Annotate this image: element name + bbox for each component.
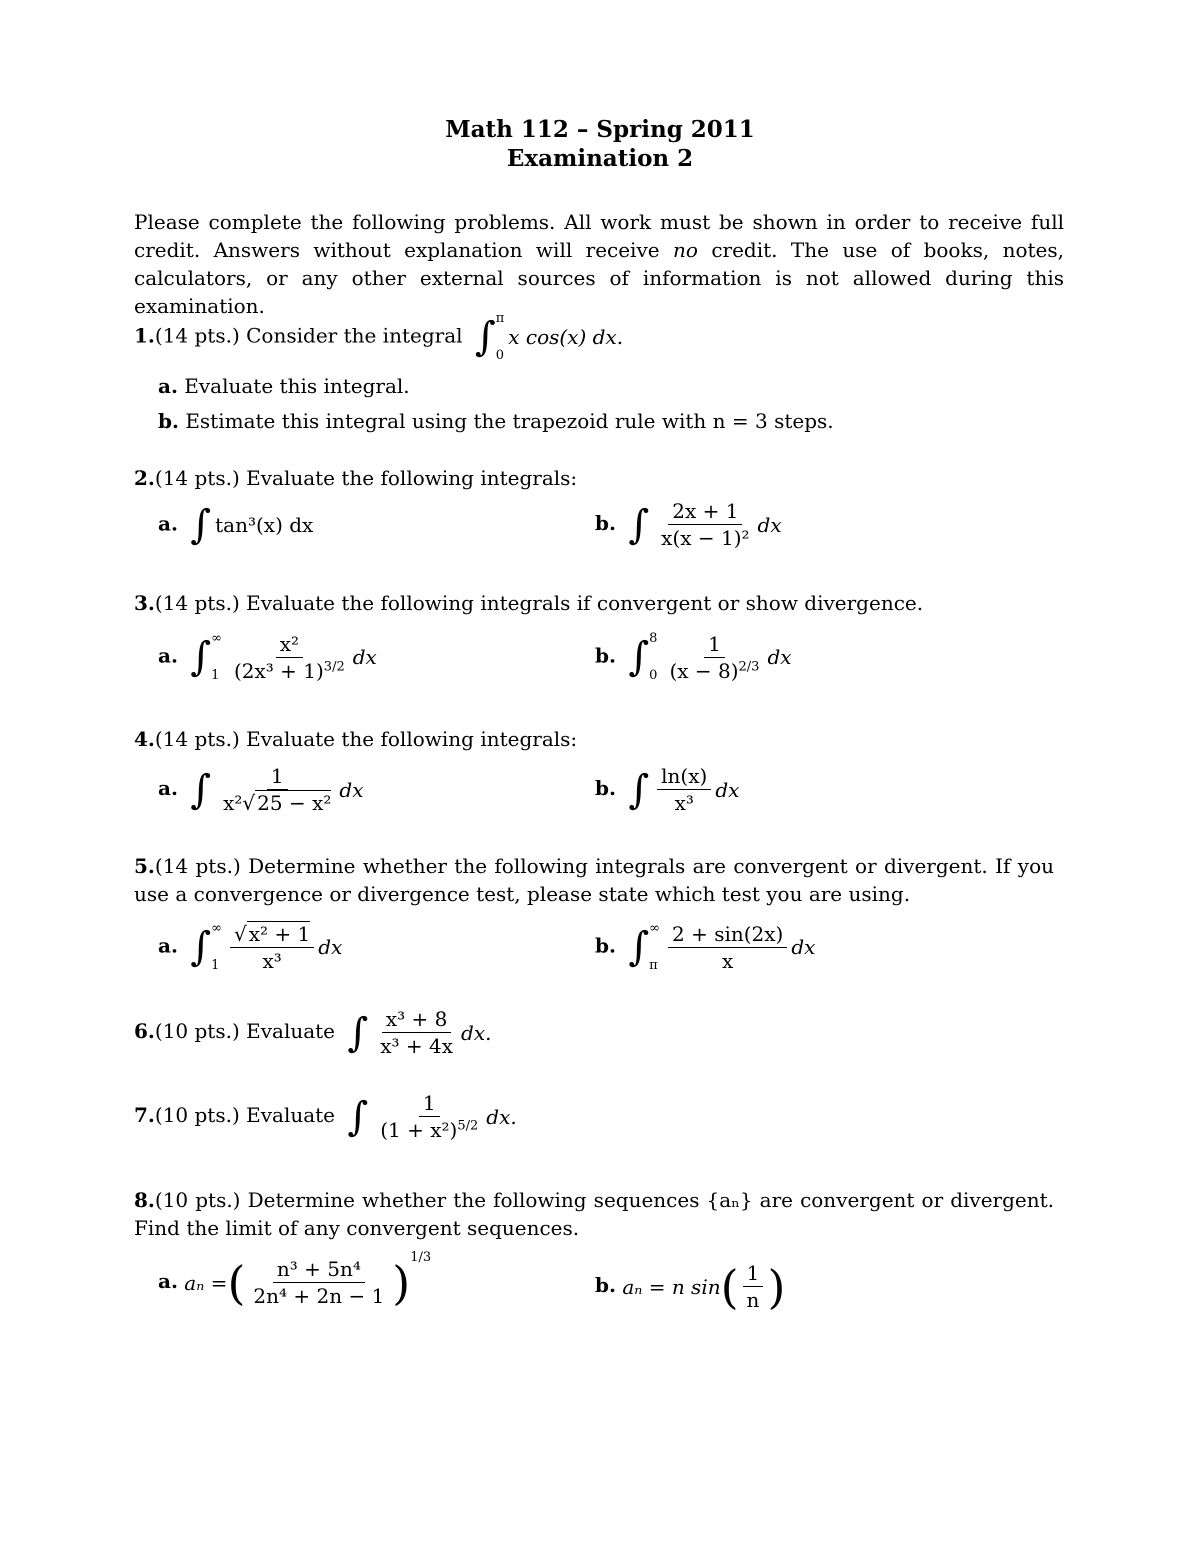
question-5: 5.(14 pts.) Determine whether the following integrals are convergent or divergent. If you use a convergence or divergence test, please state which test you are using.: [134, 854, 1054, 906]
fraction: $\frac{1}{(x - 8)^{2/3}}$: [669, 631, 760, 683]
instructions: Please complete the following problems. All work must be shown in order to receive full credit. Answers without explanation will receive no credit. The use of books, notes, calculators, or any other external sources of information is not allowed during this examination.: [134, 210, 1064, 318]
integral-sign: ∫: [628, 501, 650, 548]
question-4b: b. ∫ $\frac{\ln(x)}{\text{x³}}$ dx: [595, 764, 740, 815]
question-1b: b. Estimate this integral using the trapezoid rule with n = 3 steps.: [158, 409, 834, 433]
exam-title: Math 112 – Spring 2011: [445, 116, 755, 143]
fraction: $\frac{\text{x²}}{(2x^3 + 1)^{3/2}}$: [233, 631, 345, 683]
integral-sign: ∫: [628, 634, 650, 680]
question-7: 7.(10 pts.) Evaluate ∫ $\frac{1}{(1 + x^2)^{5/2}}$ dx.: [134, 1091, 517, 1142]
fraction: $\frac{1}{(1 + x^2)^{5/2}}$: [380, 1091, 479, 1142]
integral-sign: ∫: [190, 924, 212, 970]
integral-sign: ∫: [190, 634, 212, 680]
question-8a: a. aₙ = ( $\frac{\text{n³ + 5n⁴}}{\text{2n⁴ + 2n − 1}}$ ) 1/3: [158, 1250, 432, 1310]
question-4: 4.(14 pts.) Evaluate the following integrals:: [134, 727, 578, 751]
question-3: 3.(14 pts.) Evaluate the following integrals if convergent or show divergence.: [134, 591, 924, 615]
fraction: $\frac{1}{\text{x²√ 25 − x²}}$: [223, 764, 332, 815]
integral-sign: ∫: [474, 314, 496, 360]
fraction: $\frac{2 + \sin(2x)}{x}$: [668, 923, 787, 972]
question-8b: b. aₙ = n sin ( $\frac{1}{n}$ ): [595, 1259, 786, 1314]
question-4a: a. ∫ $\frac{1}{\text{x²√ 25 − x²}}$ dx: [158, 764, 364, 815]
fraction: $\frac{\text{x³ + 8}}{\text{x³ + 4x}}$: [380, 1007, 454, 1058]
integral-sign: ∫: [628, 924, 650, 970]
fraction: $\frac{1}{n}$: [743, 1262, 764, 1311]
integral-sign: ∫: [190, 502, 212, 548]
question-1: 1.(14 pts.) Consider the integral ∫ π 0 x cos(x) dx.: [134, 311, 624, 363]
question-2b: b. ∫ $\frac{2x + 1}{\text{x(x − 1)²}}$ dx: [595, 499, 782, 550]
question-2: 2.(14 pts.) Evaluate the following integrals:: [134, 466, 578, 490]
question-5b: b. ∫ ∞ π $\frac{2 + \sin(2x)}{x}$ dx: [595, 921, 816, 973]
fraction: $\frac{\text{n³ + 5n⁴}}{\text{2n⁴ + 2n − 1}}$: [253, 1257, 385, 1308]
question-8: 8.(10 pts.) Determine whether the following sequences {aₙ} are convergent or divergent. Find the limit of any convergent sequences.: [134, 1188, 1055, 1240]
question-1a: a. Evaluate this integral.: [158, 374, 410, 398]
exam-subtitle: Examination 2: [506, 145, 694, 172]
q1-integral: ∫ π 0 x cos(x) dx.: [474, 311, 624, 363]
question-6: 6.(10 pts.) Evaluate ∫ $\frac{\text{x³ + 8}}{\text{x³ + 4x}}$ dx.: [134, 1007, 492, 1058]
question-3b: b. ∫ 8 0 $\frac{1}{(x - 8)^{2/3}}$ dx: [595, 631, 792, 683]
integral-sign: ∫: [347, 1009, 369, 1056]
question-2a: a. ∫ tan³(x) dx: [158, 502, 314, 548]
question-5a: a. ∫ ∞ 1 $\frac{\text{√ x² + 1}}{\text{x³}}$ dx: [158, 921, 343, 973]
fraction: $\frac{2x + 1}{\text{x(x − 1)²}}$: [661, 499, 750, 550]
fraction: $\frac{\text{√ x² + 1}}{\text{x³}}$: [230, 923, 314, 972]
fraction: $\frac{\ln(x)}{\text{x³}}$: [657, 765, 711, 814]
integral-sign: ∫: [628, 766, 650, 813]
integral-sign: ∫: [190, 766, 212, 813]
question-3a: a. ∫ ∞ 1 $\frac{\text{x²}}{(2x^3 + 1)^{3/2}}$ dx: [158, 631, 377, 683]
integral-sign: ∫: [347, 1093, 369, 1140]
